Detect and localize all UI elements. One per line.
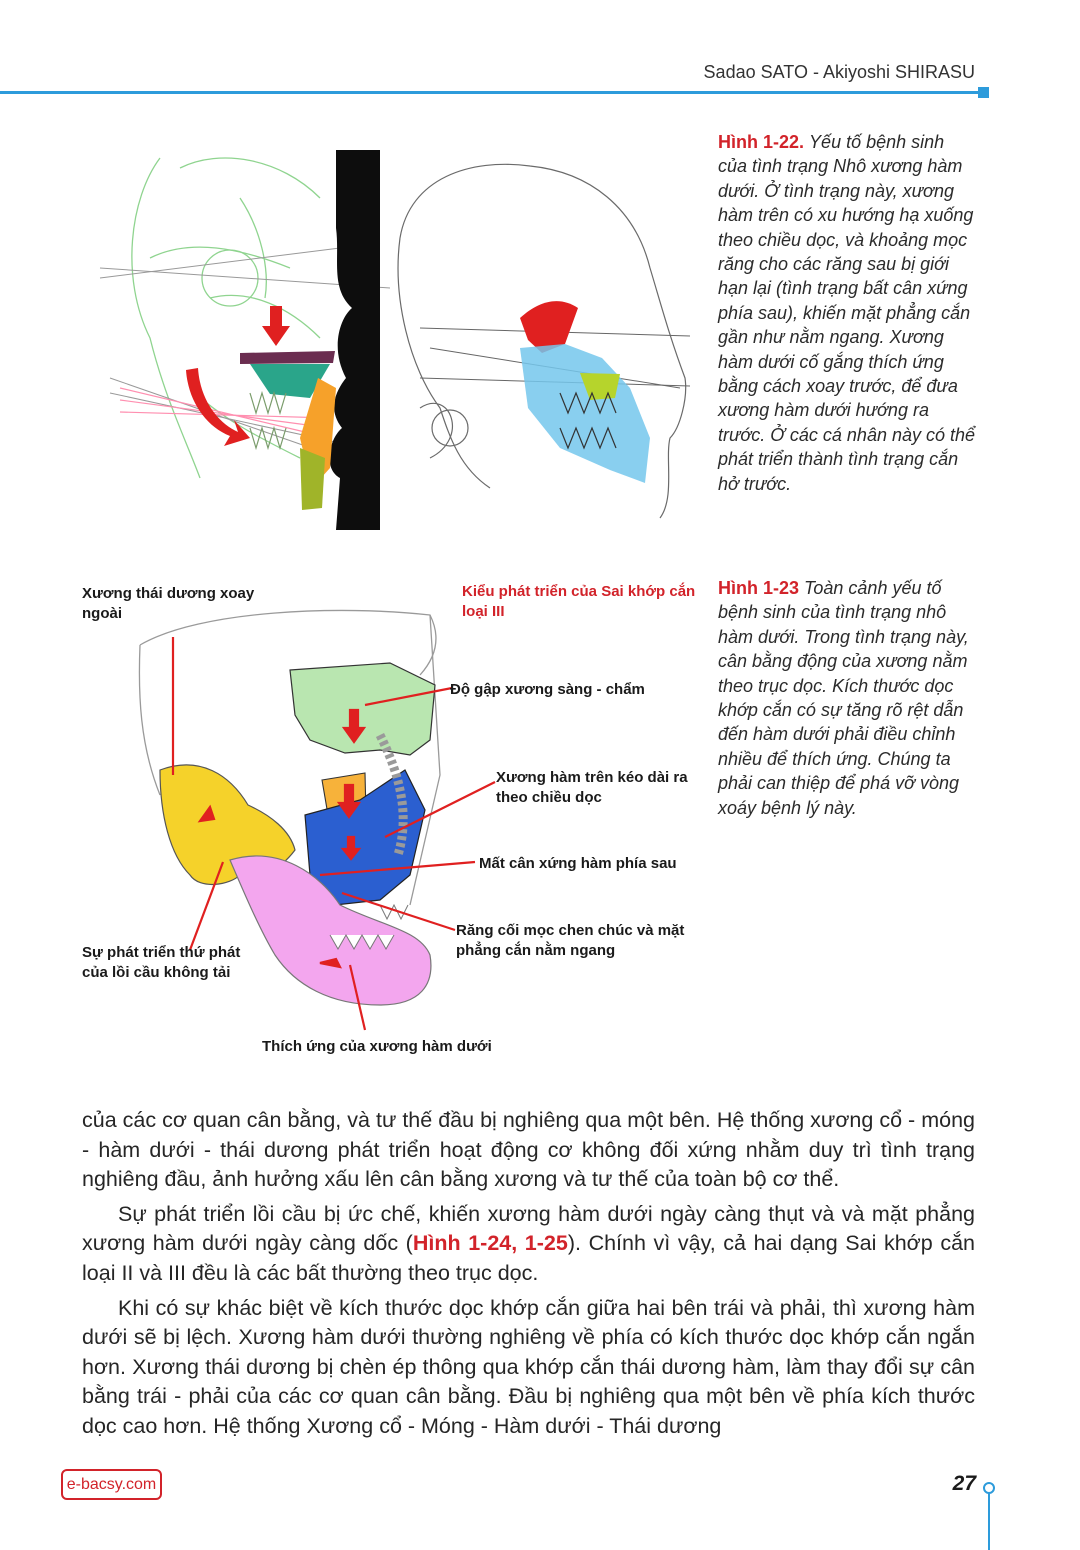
paragraph-1: của các cơ quan cân bằng, và tư thế đầu bị nghiêng qua một bên. Hệ thống xương cổ - móng - hàm dưới - thái dương phát triển hoạt động cơ không đối xứng nhằm duy trì tình trạng nghiêng đầu, ảnh hưởng xấu lên cân bằng xương và tư thế của toàn bộ cơ thể.: [82, 1108, 975, 1192]
figure-1-23-caption: [718, 576, 976, 820]
figure-1-23-image: [80, 575, 705, 1065]
annotation-molars: Răng cối mọc chen chúc và mặt phẳng cắn nằm ngang: [456, 922, 685, 959]
figure-1-22-text: Yếu tố bệnh sinh của tình trạng Nhô xương hàm dưới. Ở tình trạng này, xương hàm trên có xu hướng hạ xuống theo chiều dọc, và khoảng mọc răng cho các răng sau bị giới hạn lại (tình trạng bất cân xứng phía sau), khiến mặt phẳng cắn gần như nằm ngang. Xương hàm dưới cố gắng thích ứng bằng cách xoay trước, để đưa xương hàm dưới hướng ra trước. Ở các cá nhân này có thể phát triển thành tình trạng cắn hở trước.: [718, 132, 976, 494]
paragraph-2-end: ). Chính vì vậy, cả hai dạng Sai khớp cắn loại II và III đều là các bất thường theo trục dọc.: [82, 1231, 975, 1285]
annotation-temporal: Xương thái dương xoay ngoài: [82, 585, 255, 622]
figure-1-23-text: Toàn cảnh yếu tố bệnh sinh của tình trạng nhô hàm dưới. Trong tình trạng này, cân bằng động của xương nằm theo trục dọc. Kích thước dọc khớp cắn có sự tăng rõ rệt dẫn đến hàm dưới phải điều chỉnh nhiều để thích ứng. Chúng ta phải can thiệp để phá vỡ vòng xoáy bệnh lý này.: [718, 578, 969, 818]
header-author: Sadao SATO - Akiyoshi SHIRASU: [703, 62, 975, 82]
figure-1-22-image: [90, 138, 700, 530]
figure-1-22-caption: [718, 130, 976, 496]
page-number: 27: [952, 1472, 976, 1495]
annotation-flexion: Độ gập xương sàng - chẩm: [450, 681, 645, 698]
paragraph-2-start: Sự phát triển lồi cầu bị ức chế, khiến xương hàm dưới ngày càng thụt và và mặt phẳng xương hàm dưới ngày càng dốc (: [82, 1201, 975, 1256]
figure-reference-link[interactable]: Hình 1-24, 1-25: [412, 1231, 568, 1256]
header-square: [978, 87, 989, 98]
figure-1-23-label: Hình 1-23: [718, 578, 800, 598]
annotation-asymmetry: Mất cân xứng hàm phía sau: [479, 855, 677, 872]
footer-rule: [988, 1492, 990, 1550]
annotation-title-class3: Kiểu phát triển của Sai khớp cắn loại III: [462, 583, 696, 620]
footer-dot-icon: [983, 1482, 995, 1494]
figure-1-22-label: Hình 1-22.: [718, 132, 805, 152]
site-badge[interactable]: e-bacsy.com: [61, 1469, 162, 1500]
annotation-mandible: Thích ứng của xương hàm dưới: [262, 1038, 492, 1055]
body-text: [82, 1106, 975, 1447]
annotation-condyle: Sự phát triển thứ phát của lồi cầu không tải: [82, 944, 241, 981]
paragraph-3: Khi có sự khác biệt về kích thước dọc khớp cắn giữa hai bên trái và phải, thì xương hàm dưới sẽ bị lệch. Xương hàm dưới thường nghiêng về phía có kích thước dọc khớp cắn ngắn hơn. Xương thái dương bị chèn ép thông qua khớp cắn thái dương hàm, làm thay đổi sự cân bằng trái - phải của các cơ quan cân bằng. Đầu bị nghiêng qua một bên về phía kích thước dọc cao hơn. Hệ thống Xương cổ - Móng - Hàm dưới - Thái dương: [82, 1295, 975, 1438]
paragraph-2: [82, 1200, 975, 1289]
annotation-maxilla: Xương hàm trên kéo dài ra theo chiều dọc: [496, 769, 688, 806]
header-rule: [0, 91, 980, 94]
